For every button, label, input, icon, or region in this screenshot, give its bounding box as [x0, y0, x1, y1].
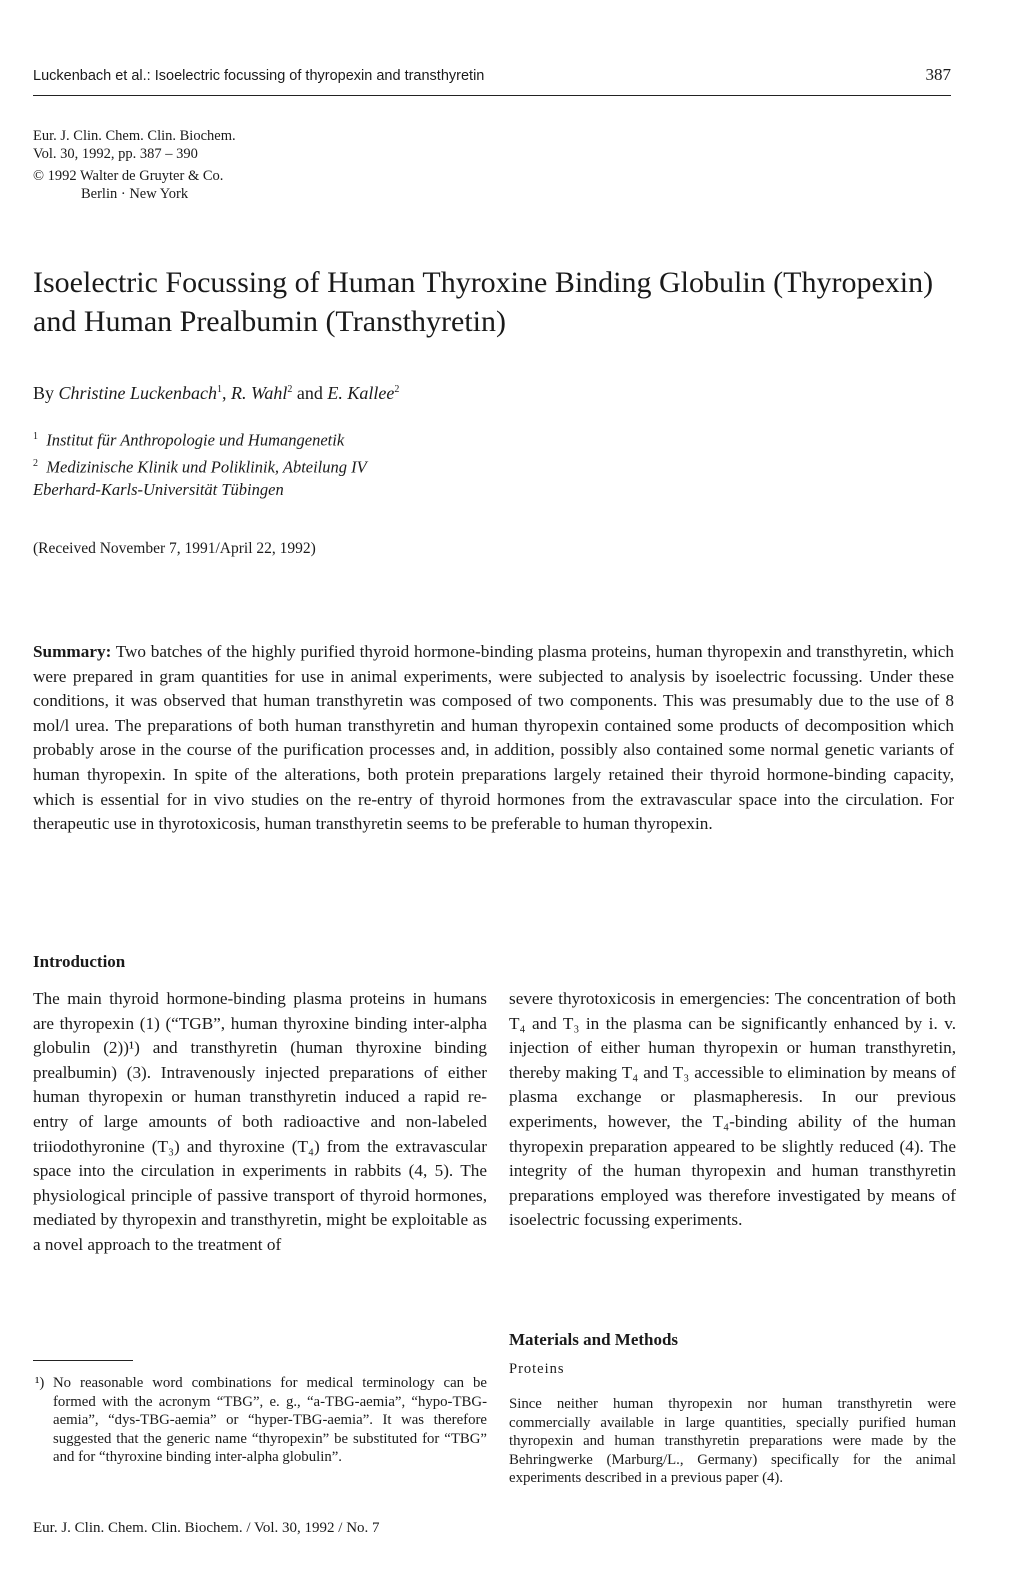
- received-dates: (Received November 7, 1991/April 22, 1992): [33, 540, 316, 557]
- summary-text: Two batches of the highly purified thyroid hormone-binding plasma proteins, human thyropexin and transthyretin, which were prepared in gram quantities for use in animal experiments, were subjected to analysis by isoelectric focussing. Under these conditions, it was observed that human transthyretin was composed of two components. This was presumably due to the use of 8 mol/l urea. The preparations of both human transthyretin and human thyropexin contained some products of decomposition which probably arose in the course of the purification processes and, in addition, possibly also contained some normal genetic variants of human thyropexin. In spite of the alterations, both protein preparations largely retained their thyroid hormone-binding capacity, which is essential for in vivo studies on the re-entry of thyroid hormones from the extravascular space into the circulation. For therapeutic use in thyrotoxicosis, human transthyretin seems to be preferable to human thyropexin.: [33, 642, 954, 834]
- affiliation-1-sup: 1: [33, 431, 38, 442]
- journal-name: Eur. J. Clin. Chem. Clin. Biochem.: [33, 128, 236, 144]
- journal-volume: Vol. 30, 1992, pp. 387 – 390: [33, 146, 198, 162]
- page-footer: Eur. J. Clin. Chem. Clin. Biochem. / Vol. 30, 1992 / No. 7: [33, 1520, 380, 1536]
- affiliation-3: Eberhard-Karls-Universität Tübingen: [33, 480, 284, 499]
- proteins-subheading: Proteins: [509, 1361, 565, 1377]
- byline: [33, 383, 399, 404]
- methods-heading: Materials and Methods: [509, 1330, 679, 1349]
- byline-prefix: By: [33, 383, 55, 403]
- footnote: [33, 1374, 487, 1467]
- affiliation-2: [33, 452, 367, 479]
- running-head-text: Luckenbach et al.: Isoelectric focussing of thyropexin and transthyretin: [33, 68, 485, 84]
- copyright-line: © 1992 Walter de Gruyter & Co.: [33, 168, 224, 184]
- footnote-rule: [33, 1360, 133, 1361]
- introduction-heading: Introduction: [33, 952, 126, 971]
- page-number: 387: [925, 65, 951, 84]
- author-1: Christine Luckenbach: [58, 383, 217, 403]
- author-1-sup: 1: [217, 384, 222, 395]
- introduction-left-column: The main thyroid hormone-binding plasma proteins in humans are thyropexin (1) (“TGB”, human thyroxine binding inter-alpha globulin (2))¹) and transthyretin (human thyroxine binding prealbumin) (3). Intravenously injected preparations of either human thyropexin or human transthyretin induced a rapid re-entry of large amounts of both radioactive and non-labeled triiodothyronine (T₃) and thyroxine (T₄) from the extravascular space into the circulation in experiments in rabbits (4, 5). The physiological principle of passive transport of thyroid hormones, mediated by thyropexin and transthyretin, might be exploitable as a novel approach to the treatment of: [33, 989, 487, 1254]
- journal-info: [33, 127, 236, 203]
- affiliation-2-text: Medizinische Klinik und Poliklinik, Abteilung IV: [46, 457, 367, 476]
- title-line-1: Isoelectric Focussing of Human Thyroxine Binding Globulin (Thyropexin): [33, 266, 934, 299]
- footnote-text: No reasonable word combinations for medical terminology can be formed with the acronym “TBG”, e. g., “a-TBG-aemia”, “hypo-TBG-aemia”, “dys-TBG-aemia” or “hyper-TBG-aemia”. It was therefore suggested that the generic name “thyropexin” be substituted for “TBG” and for “thyroxine binding inter-alpha globulin”.: [53, 1375, 487, 1466]
- affiliation-2-sup: 2: [33, 457, 38, 469]
- author-3-sup: 2: [394, 384, 400, 395]
- footnote-mark: ¹): [35, 1375, 45, 1391]
- running-head: [33, 65, 951, 84]
- summary-label: Summary:: [33, 642, 112, 661]
- paper-title: [33, 263, 963, 341]
- byline-sep-1: ,: [222, 383, 227, 403]
- header-rule: [33, 95, 951, 96]
- summary-paragraph: [33, 640, 954, 837]
- introduction-right-column: severe thyrotoxicosis in emergencies: The concentration of both T₄ and T₃ in the plasma can be significantly enhanced by i. v. injection of either human thyropexin or human transthyretin, thereby making T₄ and T₃ accessible to elimination by means of plasma exchange or plasmapheresis. In our previous experiments, however, the T₄-binding ability of the human thyropexin preparation appeared to be slightly reduced (4). The integrity of the human thyropexin and human transthyretin preparations employed was therefore investigated by means of isoelectric focussing experiments.: [509, 989, 956, 1230]
- publisher-place: Berlin · New York: [81, 186, 189, 202]
- byline-sep-2: and: [296, 383, 323, 403]
- affiliation-1: [33, 425, 367, 452]
- affiliation-1-text: Institut für Anthropologie und Humangenetik: [46, 430, 345, 450]
- proteins-paragraph: Since neither human thyropexin nor human transthyretin were commercially available in large quantities, specially purified human thyropexin and human transthyretin preparations were made by the Behringwerke (Marburg/L., Germany) specifically for the animal experiments described in a previous paper (4).: [509, 1396, 956, 1487]
- author-2-sup: 2: [287, 384, 293, 395]
- author-3: E. Kallee: [327, 383, 395, 403]
- affiliations: [33, 425, 367, 501]
- title-line-2: and Human Prealbumin (Transthyretin): [33, 305, 506, 338]
- author-2: R. Wahl: [231, 383, 288, 403]
